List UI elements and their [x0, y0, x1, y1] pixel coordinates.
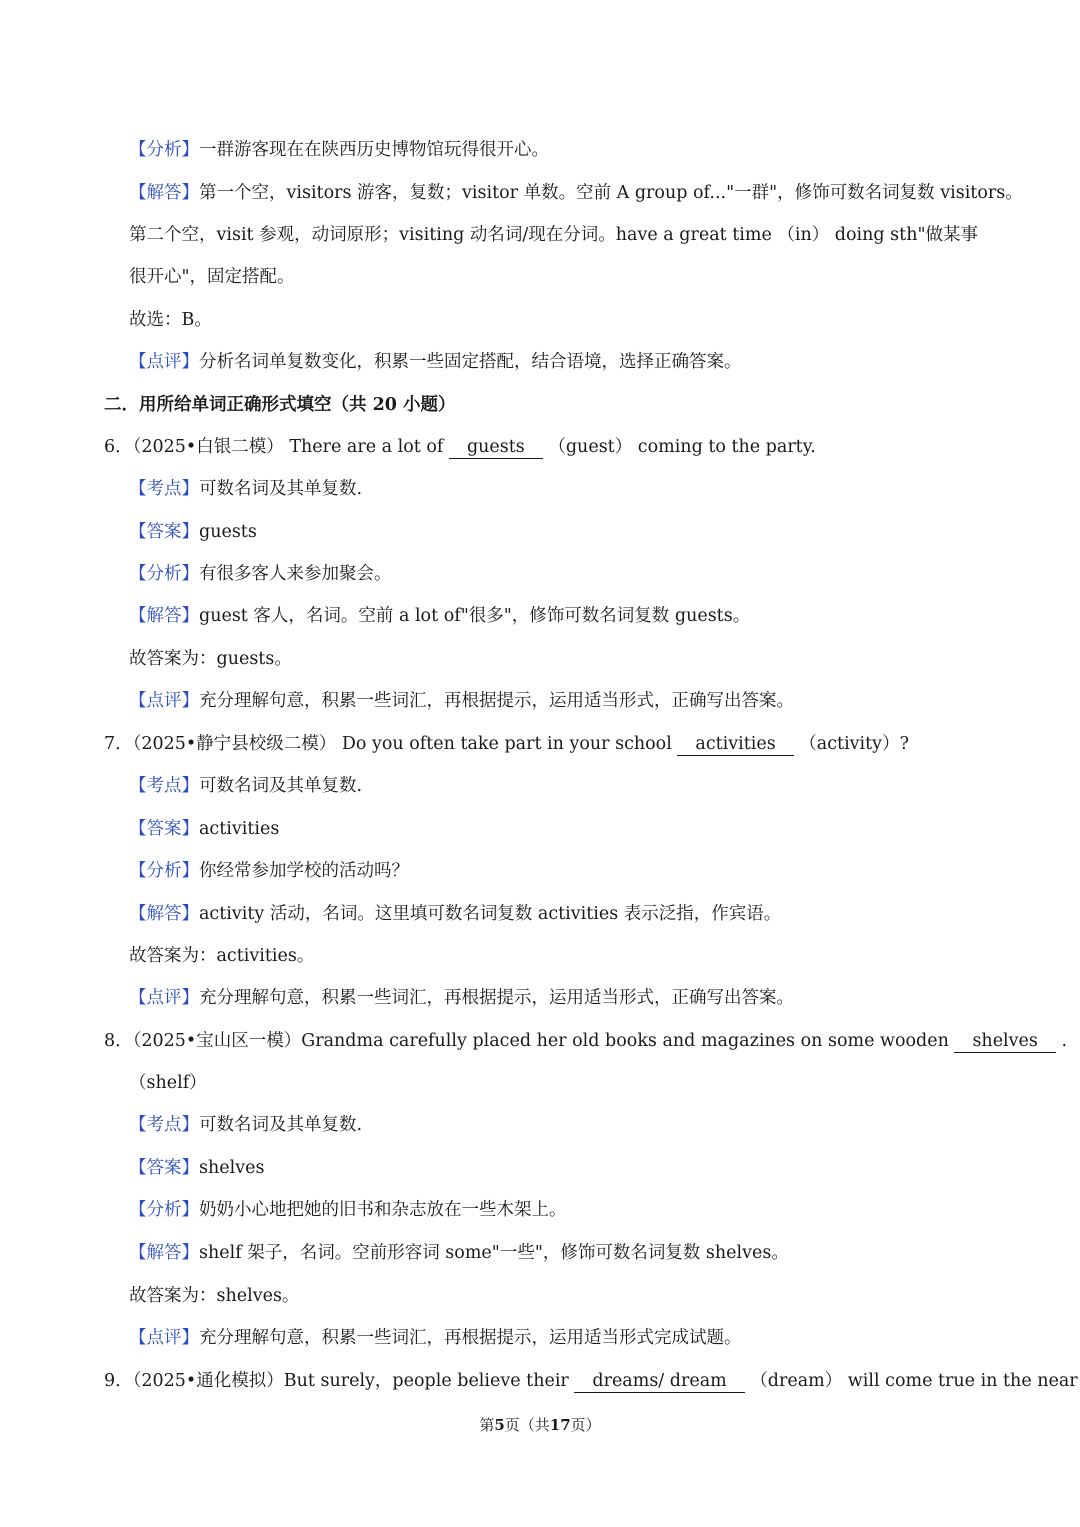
q5-solution-line-1: [129, 178, 1023, 208]
fenxi-tag: 【分析】: [129, 140, 199, 160]
q6-analysis-text: 有很多客人来参加聚会。: [199, 564, 392, 584]
question-number: 7．: [104, 734, 133, 754]
q5-comment-line: [129, 347, 980, 377]
q5-solution-line-2: [129, 220, 980, 250]
q6-solution-line: [129, 601, 980, 631]
section-heading: 二．用所给单词正确形式填空（共 20 小题）: [104, 395, 456, 415]
q7-solution-text: activity 活动，名词。这里填可数名词复数 activities 表示泛指，作宾语。: [199, 904, 782, 924]
footer-total-pages: 17: [549, 1416, 571, 1434]
q8-solution-line: [129, 1238, 980, 1268]
question-number: 6．: [104, 437, 133, 457]
page-footer: [0, 1412, 1080, 1438]
jieda-tag: 【解答】: [129, 904, 199, 924]
question-text-after: （dream） will come true in the near: [750, 1371, 1078, 1391]
question-7-stem: [104, 729, 980, 759]
q5-comment-text: 分析名词单复数变化，积累一些固定搭配，结合语境，选择正确答案。: [199, 352, 742, 372]
question-text-before: There are a lot of: [289, 437, 444, 457]
dianping-tag: 【点评】: [129, 691, 199, 711]
footer-suffix: 页）: [570, 1416, 601, 1434]
question-text-before: Grandma carefully placed her old books and magazines on some wooden: [301, 1031, 949, 1051]
q8-comment-text: 充分理解句意，积累一些词汇，再根据提示，运用适当形式完成试题。: [199, 1328, 742, 1348]
dianping-tag: 【点评】: [129, 352, 199, 372]
q6-result-text: 故答案为：guests。: [129, 649, 292, 669]
fenxi-tag: 【分析】: [129, 861, 199, 881]
q8-answer-line: [129, 1153, 980, 1183]
kaodian-tag: 【考点】: [129, 776, 199, 796]
q6-comment-text: 充分理解句意，积累一些词汇，再根据提示，运用适当形式，正确写出答案。: [199, 691, 794, 711]
q7-analysis-text: 你经常参加学校的活动吗？: [199, 861, 409, 881]
q7-point-line: [129, 771, 980, 801]
q8-point-line: [129, 1110, 980, 1140]
q6-point-line: [129, 474, 980, 504]
q7-answer-line: [129, 814, 980, 844]
q5-analysis-text: 一群游客现在在陕西历史博物馆玩得很开心。: [199, 140, 549, 160]
q6-answer-text: guests: [199, 522, 257, 542]
question-source: （2025•宝山区一模）: [132, 1031, 302, 1051]
q8-result-text: 故答案为：shelves。: [129, 1286, 300, 1306]
q5-analysis-line: [129, 135, 980, 165]
question-text-before: But surely，people believe their: [283, 1371, 569, 1391]
q6-answer-line: [129, 517, 980, 547]
q6-comment-line: [129, 686, 980, 716]
daan-tag: 【答案】: [129, 522, 199, 542]
q6-solution-text: guest 客人，名词。空前 a lot of"很多"，修饰可数名词复数 guests。: [199, 606, 751, 626]
q8-analysis-line: [129, 1195, 980, 1225]
jieda-tag: 【解答】: [129, 1243, 199, 1263]
q7-answer-text: activities: [199, 819, 280, 839]
footer-mid: 页（共: [504, 1416, 550, 1434]
question-text-after: （activity）?: [799, 734, 909, 754]
q5-solution-line-3: [129, 262, 980, 292]
answer-blank: activities: [677, 733, 793, 756]
q5-solution-text-2: 第二个空，visit 参观，动词原形；visiting 动名词/现在分词。have a great time （in） doing sth"做某事: [129, 225, 979, 245]
q7-solution-line: [129, 899, 980, 929]
q8-point-text: 可数名词及其单复数.: [199, 1115, 363, 1135]
question-text-after: .: [1061, 1031, 1068, 1051]
daan-tag: 【答案】: [129, 1158, 199, 1178]
dianping-tag: 【点评】: [129, 988, 199, 1008]
kaodian-tag: 【考点】: [129, 1115, 199, 1135]
q7-comment-text: 充分理解句意，积累一些词汇，再根据提示，运用适当形式，正确写出答案。: [199, 988, 794, 1008]
q8-hint-text: （shelf）: [129, 1073, 207, 1093]
q7-analysis-line: [129, 856, 980, 886]
answer-blank: dreams/ dream: [574, 1370, 744, 1393]
q8-comment-line: [129, 1323, 980, 1353]
q7-comment-line: [129, 983, 980, 1013]
question-source: （2025•通化模拟）: [132, 1371, 284, 1391]
dianping-tag: 【点评】: [129, 1328, 199, 1348]
question-text-after: （guest） coming to the party.: [548, 437, 816, 457]
jieda-tag: 【解答】: [129, 606, 199, 626]
fenxi-tag: 【分析】: [129, 564, 199, 584]
fenxi-tag: 【分析】: [129, 1200, 199, 1220]
q8-hint-line: [129, 1068, 980, 1098]
q5-solution-text-1: 第一个空，visitors 游客，复数；visitor 单数。空前 A group of..."一群"，修饰可数名词复数 visitors。: [199, 183, 1023, 203]
daan-tag: 【答案】: [129, 819, 199, 839]
question-number: 9．: [104, 1371, 133, 1391]
footer-page-number: 5: [494, 1416, 505, 1434]
answer-blank: shelves: [954, 1030, 1055, 1053]
jieda-tag: 【解答】: [129, 183, 199, 203]
footer-prefix: 第: [479, 1416, 495, 1434]
question-9-stem: [104, 1366, 1078, 1396]
answer-blank: guests: [449, 436, 543, 459]
q6-point-text: 可数名词及其单复数.: [199, 479, 363, 499]
q8-result-line: [129, 1281, 980, 1311]
q8-solution-text: shelf 架子，名词。空前形容词 some"一些"，修饰可数名词复数 shelves。: [199, 1243, 789, 1263]
q5-result-text: 故选：B。: [129, 310, 212, 330]
q8-answer-text: shelves: [199, 1158, 265, 1178]
question-source: （2025•静宁县校级二模）: [132, 734, 337, 754]
q7-point-text: 可数名词及其单复数.: [199, 776, 363, 796]
q8-analysis-text: 奶奶小心地把她的旧书和杂志放在一些木架上。: [199, 1200, 567, 1220]
question-8-stem: [104, 1026, 1068, 1056]
q6-result-line: [129, 644, 980, 674]
question-number: 8．: [104, 1031, 133, 1051]
q5-solution-text-3: 很开心"，固定搭配。: [129, 267, 295, 287]
q6-analysis-line: [129, 559, 980, 589]
q7-result-line: [129, 941, 980, 971]
question-text-before: Do you often take part in your school: [341, 734, 672, 754]
question-6-stem: [104, 432, 980, 462]
kaodian-tag: 【考点】: [129, 479, 199, 499]
q7-result-text: 故答案为：activities。: [129, 946, 315, 966]
question-source: （2025•白银二模）: [132, 437, 284, 457]
q5-result-line: [129, 305, 980, 335]
